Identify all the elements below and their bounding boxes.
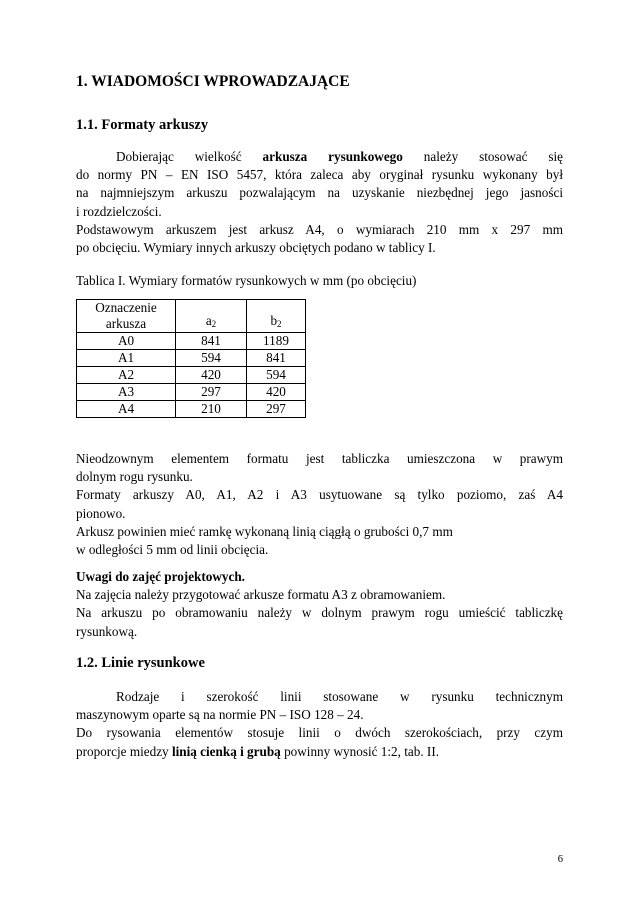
cell-b: 420 [247,384,306,401]
table-row [77,401,306,418]
header-a2: $a_2$ [176,300,247,333]
text-line: proporcje miedzy linią cienką i grubą powinny wynosić 1:2, tab. II. [76,743,440,759]
table-row [77,333,306,350]
text-line: Podstawowym arkuszem jest arkusz A4, o wymiarach 210 mm x 297 mm [76,221,563,237]
section-1-2-paragraph [76,688,563,761]
cell-format: A3 [77,384,176,401]
section-1-1-paragraph-1 [76,148,563,257]
table-row [77,350,306,367]
main-heading: 1. WIADOMOŚCI WPROWADZAJĄCE [76,73,350,90]
text-line: maszynowym oparte są na normie PN – ISO 128 – 24. [76,707,364,723]
text-line: dolnym rogu rysunku. [76,469,193,485]
page-number: 6 [557,854,563,865]
cell-b: 594 [247,367,306,384]
table-row [77,384,306,401]
text-line: Rodzaje i szerokość linii stosowane w rysunku technicznym [116,689,563,704]
text-line: Na arkuszu po obramowaniu należy w dolnym prawym rogu umieścić tabliczkę [76,605,563,621]
table-row [77,367,306,384]
text-line: Do rysowania elementów stosuje linii o dwóch szerokościach, przy czym [76,725,563,741]
text-line: pionowo. [76,505,126,521]
design-remarks [76,568,563,641]
cell-a: 210 [176,401,247,418]
header-designation: Oznaczenie arkusza [77,300,176,333]
section-1-2-title: 1.2. Linie rysunkowe [76,655,205,671]
table-caption: Tablica I. Wymiary formatów rysunkowych w mm (po obcięciu) [76,273,417,288]
formats-table [76,299,306,418]
text-line: Arkusz powinien mieć ramkę wykonaną linią ciągłą o grubości 0,7 mm [76,523,453,539]
text-line: do normy PN – EN ISO 5457, która zaleca aby oryginał rysunku wykonany był [76,167,563,183]
text-line: w odległości 5 mm od linii obcięcia. [76,542,269,558]
cell-b: 841 [247,350,306,367]
text-line: Nieodzownym elementem formatu jest tabliczka umieszczona w prawym [76,451,563,466]
cell-a: 420 [176,367,247,384]
text-line: i rozdzielczości. [76,203,162,219]
text-line: rysunkową. [76,623,138,639]
cell-format: A2 [77,367,176,384]
section-1-1-paragraph-2 [76,450,563,559]
table-header-row [77,300,306,333]
cell-format: A1 [77,350,176,367]
text-line: po obcięciu. Wymiary innych arkuszy obciętych podano w tablicy I. [76,240,436,256]
header-b2: $b_2$ [247,300,306,333]
section-1-1-title: 1.1. Formaty arkuszy [76,117,209,133]
cell-a: 297 [176,384,247,401]
text-line: Na zajęcia należy przygotować arkusze formatu A3 z obramowaniem. [76,587,446,603]
cell-a: 841 [176,333,247,350]
cell-a: 594 [176,350,247,367]
text-line: na najmniejszym arkuszu pozwalającym na uzyskanie niezbędnej jego jasności [76,185,563,201]
cell-format: A0 [77,333,176,350]
cell-b: 297 [247,401,306,418]
text-line: Formaty arkuszy A0, A1, A2 i A3 usytuowane są tylko poziomo, zaś A4 [76,487,563,503]
cell-b: 1189 [247,333,306,350]
cell-format: A4 [77,401,176,418]
text-line: Dobierając wielkość arkusza rysunkowego należy stosować się [116,149,563,164]
remarks-title: Uwagi do zajęć projektowych. [76,569,245,584]
